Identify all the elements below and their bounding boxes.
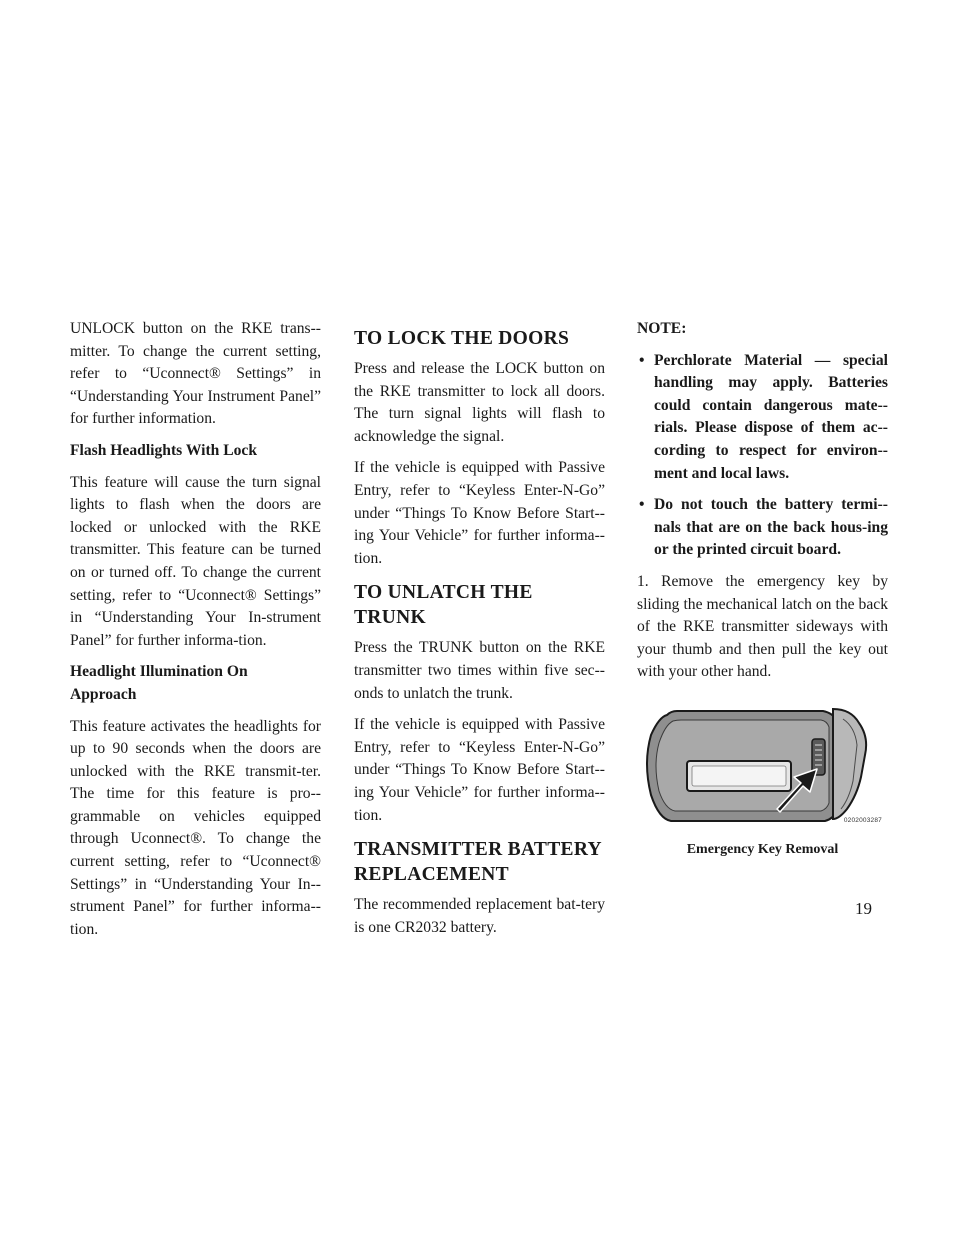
unlatch-trunk-paragraph-1: Press the TRUNK button on the RKE transmitter two times within five sec-onds to unlatch the trunk. <box>354 639 605 702</box>
warning-text-perchlorate: Perchlorate Material — special handling may apply. Batteries could contain dangerous mate-rials. Please dispose of them ac-cording to respect for environ-ment and local laws. <box>654 351 888 482</box>
lock-doors-heading: TO LOCK THE DOORS <box>354 328 570 349</box>
unlatch-trunk-paragraph-2: If the vehicle is equipped with Passive Entry, refer to “Keyless Enter-N-Go” under “Things To Know Before Start-ing Your Vehicle” for further informa-tion. <box>354 716 605 824</box>
headlight-approach-paragraph: This feature activates the headlights for up to 90 seconds when the doors are unlocked with the RKE transmit-ter. The time for this feature is pro-grammable on vehicles equipped through Uconnect®. To change the current setting, refer to “Uconnect® Settings” in “Understanding Your In-strument Panel” for further informa-tion. <box>70 717 321 938</box>
column-left <box>70 318 321 950</box>
bullet-dot-icon: • <box>639 496 645 514</box>
warning-text-terminals: Do not touch the battery termi-nals that are on the back hous-ing or the printed circuit board. <box>654 496 888 559</box>
lock-doors-paragraph-2: If the vehicle is equipped with Passive Entry, refer to “Keyless Enter-N-Go” under “Things To Know Before Start-ing Your Vehicle” for further informa-tion. <box>354 459 605 567</box>
battery-replacement-heading: TRANSMITTER BATTERY REPLACEMENT <box>354 839 602 886</box>
battery-replacement-paragraph: The recommended replacement bat-tery is one CR2032 battery. <box>354 896 605 936</box>
column-right <box>637 318 888 862</box>
bullet-dot-icon: • <box>639 351 645 369</box>
flash-headlights-heading: Flash Headlights With Lock <box>70 441 258 459</box>
figure-caption: Emergency Key Removal <box>686 841 839 857</box>
emergency-key-figure <box>637 693 888 835</box>
note-label: NOTE: <box>637 320 687 337</box>
warning-item-perchlorate <box>637 350 888 486</box>
figure-code: 0202003287 <box>843 817 882 825</box>
lock-doors-paragraph-1: Press and release the LOCK button on the RKE transmitter to lock all doors. The turn signal lights will flash to acknowledge the signal. <box>354 360 605 445</box>
step-1-paragraph: 1. Remove the emergency key by sliding the mechanical latch on the back of the RKE transmitter sideways with your thumb and then pull the key out with your other hand. <box>637 572 888 681</box>
warning-item-terminals <box>637 494 888 562</box>
unlatch-trunk-heading: TO UNLATCH THE TRUNK <box>354 582 533 629</box>
flash-headlights-paragraph: This feature will cause the turn signal lights to flash when the doors are locked or unlocked with the RKE transmitter. This feature can be turned on or turned off. To change the current setting, refer to “Uconnect® Settings” in “Understanding Your In-strument Panel” for further informa-tion. <box>70 473 321 649</box>
column-middle <box>354 318 605 948</box>
page-number: 19 <box>855 899 872 918</box>
headlight-approach-heading: Headlight Illumination On Approach <box>70 663 248 703</box>
warning-list <box>637 350 888 562</box>
intro-paragraph: UNLOCK button on the RKE trans-mitter. To change the current setting, refer to “Uconnect® Settings” in “Understanding Your Instrument Panel” for further information. <box>70 320 321 428</box>
